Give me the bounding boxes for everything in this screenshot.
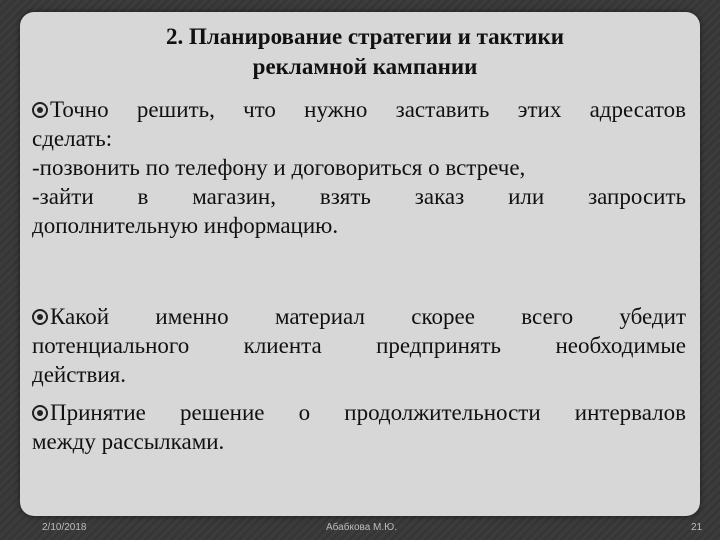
bullet-3-line-2: между рассылками. (32, 429, 225, 454)
circle-bullet-icon (32, 309, 48, 325)
bullet-3-line-1: Принятие решение о продолжительности интервалов (50, 400, 686, 425)
bullet-1-line-5: дополнительную информацию. (32, 213, 339, 238)
slide-title (90, 22, 640, 82)
bullet-item-3 (32, 398, 686, 456)
footer-date: 2/10/2018 (42, 522, 87, 533)
footer-page-number: 21 (691, 522, 703, 533)
circle-bullet-icon (32, 102, 48, 118)
title-line-2: рекламной кампании (252, 54, 478, 79)
bullet-item-2 (32, 302, 686, 389)
bullet-2-line-1: Какой именно материал скорее всего убедит (50, 304, 686, 329)
bullet-1-line-4: -зайти в магазин, взять заказ или запросить (32, 184, 686, 209)
title-line-1: 2. Планирование стратегии и тактики (166, 24, 564, 49)
bullet-2-line-2: потенциального клиента предпринять необходимые (32, 333, 686, 358)
bullet-1-line-1: Точно решить, что нужно заставить этих адресатов (50, 97, 686, 122)
bullet-2-line-3: действия. (32, 362, 126, 387)
footer-author: Абабкова М.Ю. (326, 522, 398, 533)
circle-bullet-icon (32, 405, 48, 421)
bullet-1-line-3: -позвонить по телефону и договориться о встрече, (32, 155, 526, 180)
bullet-item-1 (32, 95, 686, 240)
bullet-1-line-2: сделать: (32, 126, 113, 151)
